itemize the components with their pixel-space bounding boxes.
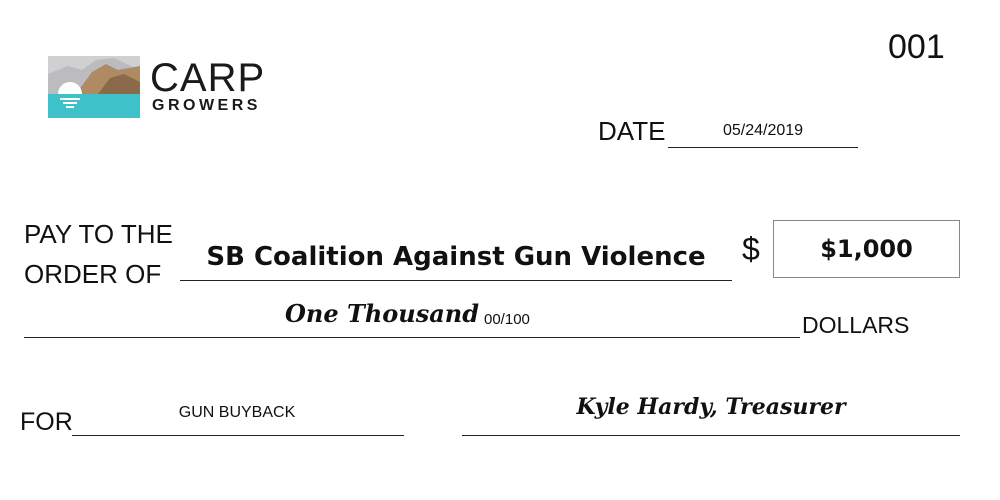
payee-line: [180, 280, 732, 281]
logo-tagline: GROWERS: [152, 97, 261, 114]
amount-box: [773, 220, 960, 278]
currency-symbol: $: [742, 231, 760, 267]
date-line: [668, 147, 858, 148]
memo-value: GUN BUYBACK: [178, 404, 296, 421]
logo-name: CARP: [150, 56, 266, 100]
pay-to-label-line2: ORDER OF: [24, 259, 162, 289]
cents-value: 00/100: [484, 311, 530, 328]
memo-label: FOR: [20, 408, 73, 436]
logo-mark: [48, 56, 140, 118]
date-value: 05/24/2019: [722, 122, 804, 139]
signature: Kyle Hardy, Treasurer: [576, 394, 846, 420]
dollars-label: DOLLARS: [802, 312, 910, 338]
written-amount: One Thousand: [285, 299, 480, 328]
payee-name: SB Coalition Against Gun Violence: [206, 242, 706, 272]
memo-line: [72, 435, 404, 436]
written-amount-line: [24, 337, 800, 338]
signature-line: [462, 435, 960, 436]
carp-growers-logo-icon: [48, 56, 140, 118]
pay-to-label: [24, 214, 173, 294]
date-label: DATE: [598, 116, 666, 146]
amount-numeric: $1,000: [820, 235, 913, 263]
check-number: 001: [888, 28, 945, 66]
pay-to-label-line1: PAY TO THE: [24, 219, 173, 249]
